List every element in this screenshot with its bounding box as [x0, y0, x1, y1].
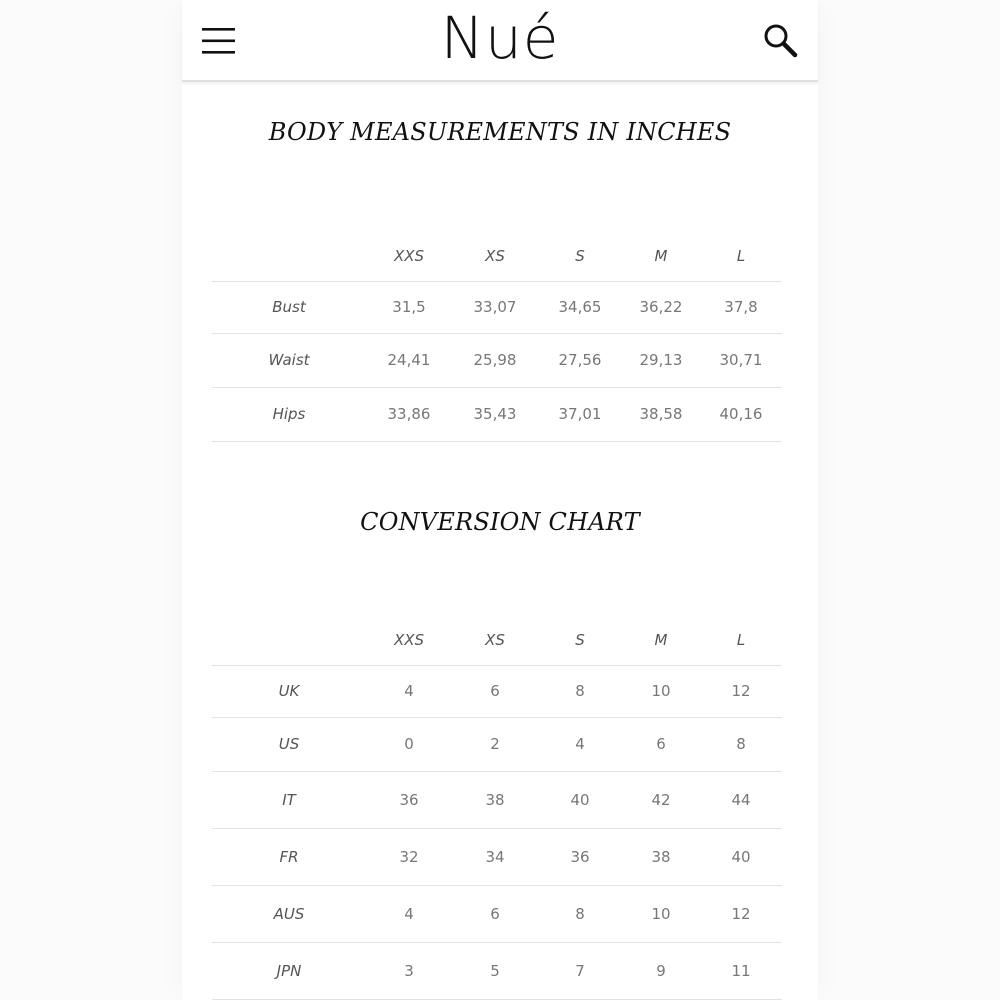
- table-row: [212, 281, 782, 333]
- table-cell: 2: [452, 717, 538, 771]
- table-cell: 3: [366, 942, 452, 999]
- table-cell: 34,65: [538, 281, 622, 333]
- table-cell: 27,56: [538, 333, 622, 387]
- table-header-row: [212, 232, 782, 281]
- table-cell: 40: [700, 828, 782, 885]
- column-header: L: [700, 616, 782, 665]
- row-label: Waist: [212, 333, 366, 387]
- table-cell: 8: [538, 885, 622, 942]
- table-row: [212, 387, 782, 441]
- table-cell: 36: [538, 828, 622, 885]
- row-label: IT: [212, 771, 366, 828]
- table-cell: 6: [452, 885, 538, 942]
- table-cell: 10: [622, 665, 700, 717]
- table-cell: 44: [700, 771, 782, 828]
- site-header: [182, 0, 818, 82]
- column-header: S: [538, 232, 622, 281]
- table-cell: 38: [622, 828, 700, 885]
- row-label: UK: [212, 665, 366, 717]
- table-cell: 34: [452, 828, 538, 885]
- table-cell: 36: [366, 771, 452, 828]
- table-row: [212, 717, 782, 771]
- column-header: XXS: [366, 232, 452, 281]
- table-cell: 38: [452, 771, 538, 828]
- table-cell: 33,86: [366, 387, 452, 441]
- table-cell: 24,41: [366, 333, 452, 387]
- table-cell: 35,43: [452, 387, 538, 441]
- row-label: Hips: [212, 387, 366, 441]
- table-cell: 36,22: [622, 281, 700, 333]
- table-cell: 6: [622, 717, 700, 771]
- column-header: S: [538, 616, 622, 665]
- column-header: L: [700, 232, 782, 281]
- table-cell: 12: [700, 665, 782, 717]
- table-cell: 32: [366, 828, 452, 885]
- table-cell: 31,5: [366, 281, 452, 333]
- table-cell: 42: [622, 771, 700, 828]
- table-row: [212, 828, 782, 885]
- table-cell: 8: [700, 717, 782, 771]
- row-label: AUS: [212, 885, 366, 942]
- table-row: [212, 942, 782, 999]
- table-row: [212, 333, 782, 387]
- column-header: [212, 232, 366, 281]
- row-label: FR: [212, 828, 366, 885]
- table-cell: 38,58: [622, 387, 700, 441]
- column-header: M: [622, 232, 700, 281]
- conversion-chart-table: [212, 616, 782, 1000]
- table-cell: 7: [538, 942, 622, 999]
- page: [182, 0, 818, 1000]
- table-cell: 37,8: [700, 281, 782, 333]
- table-row: [212, 771, 782, 828]
- body-measurements-title: BODY MEASUREMENTS IN INCHES: [268, 118, 732, 146]
- table-cell: 37,01: [538, 387, 622, 441]
- table-cell: 0: [366, 717, 452, 771]
- column-header: XS: [452, 616, 538, 665]
- table-row: [212, 665, 782, 717]
- column-header: M: [622, 616, 700, 665]
- column-header: XS: [452, 232, 538, 281]
- table-cell: 29,13: [622, 333, 700, 387]
- search-icon[interactable]: [762, 22, 798, 58]
- body-measurements-table: [212, 232, 782, 442]
- table-cell: 12: [700, 885, 782, 942]
- conversion-chart-title: CONVERSION CHART: [360, 508, 640, 536]
- table-cell: 10: [622, 885, 700, 942]
- table-cell: 5: [452, 942, 538, 999]
- table-cell: 8: [538, 665, 622, 717]
- site-logo[interactable]: Nué: [440, 4, 560, 72]
- column-header: [212, 616, 366, 665]
- table-header-row: [212, 616, 782, 665]
- table-cell: 4: [366, 885, 452, 942]
- table-cell: 6: [452, 665, 538, 717]
- row-label: JPN: [212, 942, 366, 999]
- column-header: XXS: [366, 616, 452, 665]
- table-cell: 40,16: [700, 387, 782, 441]
- table-cell: 9: [622, 942, 700, 999]
- row-label: US: [212, 717, 366, 771]
- table-row: [212, 885, 782, 942]
- table-cell: 40: [538, 771, 622, 828]
- table-cell: 30,71: [700, 333, 782, 387]
- table-cell: 4: [366, 665, 452, 717]
- table-cell: 25,98: [452, 333, 538, 387]
- table-cell: 33,07: [452, 281, 538, 333]
- table-cell: 11: [700, 942, 782, 999]
- row-label: Bust: [212, 281, 366, 333]
- table-cell: 4: [538, 717, 622, 771]
